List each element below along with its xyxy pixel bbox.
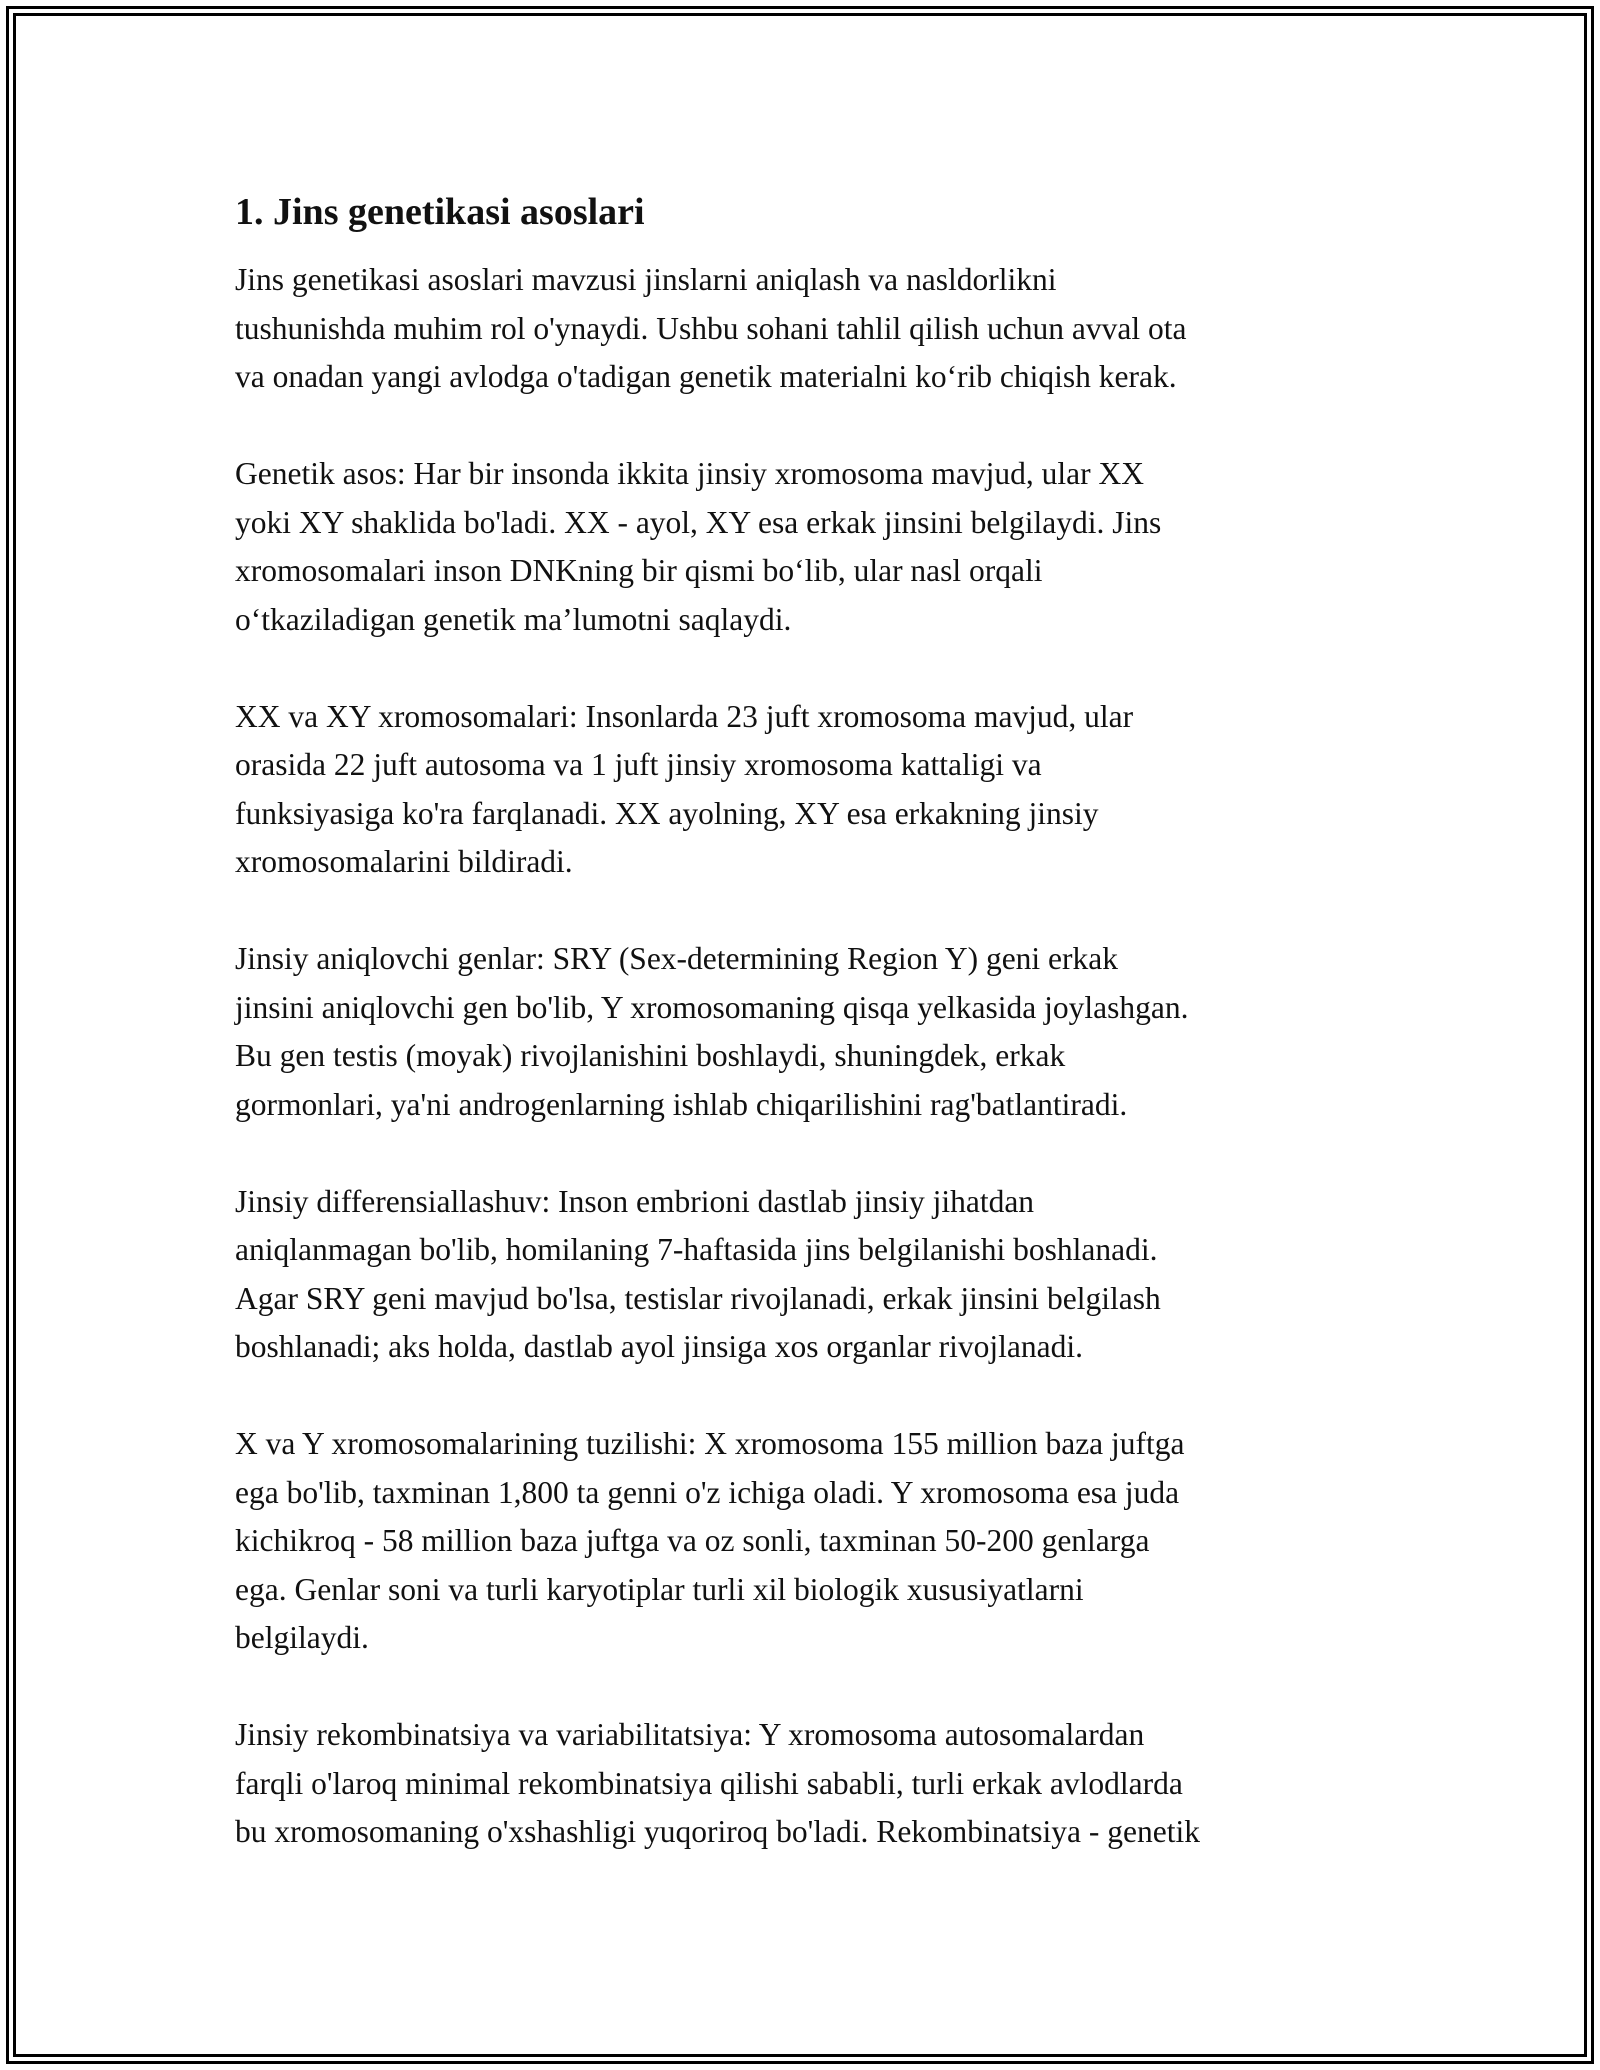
paragraph-recombination: Jinsiy rekombinatsiya va variabilitatsiya: Y xromosoma autosomalardan farqli o'laroq minimal rekombinatsiya qilishi sababli, turli erkak avlodlarda bu xromosomaning o'xshashligi yuqoriroq bo'ladi. Rekombinatsiya - genetik (235, 1717, 1200, 1849)
paragraph-sex-differentiation: Jinsiy differensiallashuv: Inson embrioni dastlab jinsiy jihatdan aniqlanmagan bo'lib, homilaning 7-haftasida jins belgilanishi boshlanadi. Agar SRY geni mavjud bo'lsa, testislar rivojlanadi, erkak jinsini belgilash boshlanadi; aks holda, dastlab ayol jinsiga xos organlar rivojlanadi. (235, 1183, 1161, 1364)
paragraph-xx-xy-chromosomes: XX va XY xromosomalari: Insonlarda 23 juft xromosoma mavjud, ular orasida 22 juft autosoma va 1 juft jinsiy xromosoma kattaligi va funksiyasiga ko'ra farqlanadi. XX ayolning, XY esa erkakning jinsiy xromosomalarini bildiradi. (235, 698, 1134, 879)
paragraph-chromosome-structure: X va Y xromosomalarining tuzilishi: X xromosoma 155 million baza juftga ega bo'lib, taxminan 1,800 ta genni o'z ichiga oladi. Y xromosoma esa juda kichikroq - 58 million baza juftga va oz sonli, taxminan 50-200 genlarga ega. Genlar soni va turli karyotiplar turli xil biologik xususiyatlarni belgilaydi. (235, 1426, 1185, 1655)
paragraph-sex-determining-genes: Jinsiy aniqlovchi genlar: SRY (Sex-determining Region Y) geni erkak jinsini aniqlovchi gen bo'lib, Y xromosomaning qisqa yelkasida joylashgan. Bu gen testis (moyak) rivojlanishini boshlaydi, shuningdek, erkak gormonlari, ya'ni androgenlarning ishlab chiqarilishini rag'batlantiradi. (235, 941, 1189, 1122)
document-body (235, 188, 1385, 1905)
paragraph-genetic-basis: Genetik asos: Har bir insonda ikkita jinsiy xromosoma mavjud, ular XX yoki XY shaklida bo'ladi. XX - ayol, XY esa erkak jinsini belgilaydi. Jins xromosomalari inson DNKning bir qismi boʻlib, ular nasl orqali oʻtkaziladigan genetik maʼlumotni saqlaydi. (235, 456, 1162, 637)
paragraph-intro: Jins genetikasi asoslari mavzusi jinslarni aniqlash va nasldorlikni tushunishda muhim rol o'ynaydi. Ushbu sohani tahlil qilish uchun avval ota va onadan yangi avlodga o'tadigan genetik materialni koʻrib chiqish kerak. (235, 262, 1187, 394)
section-title: 1. Jins genetikasi asoslari (235, 191, 645, 233)
